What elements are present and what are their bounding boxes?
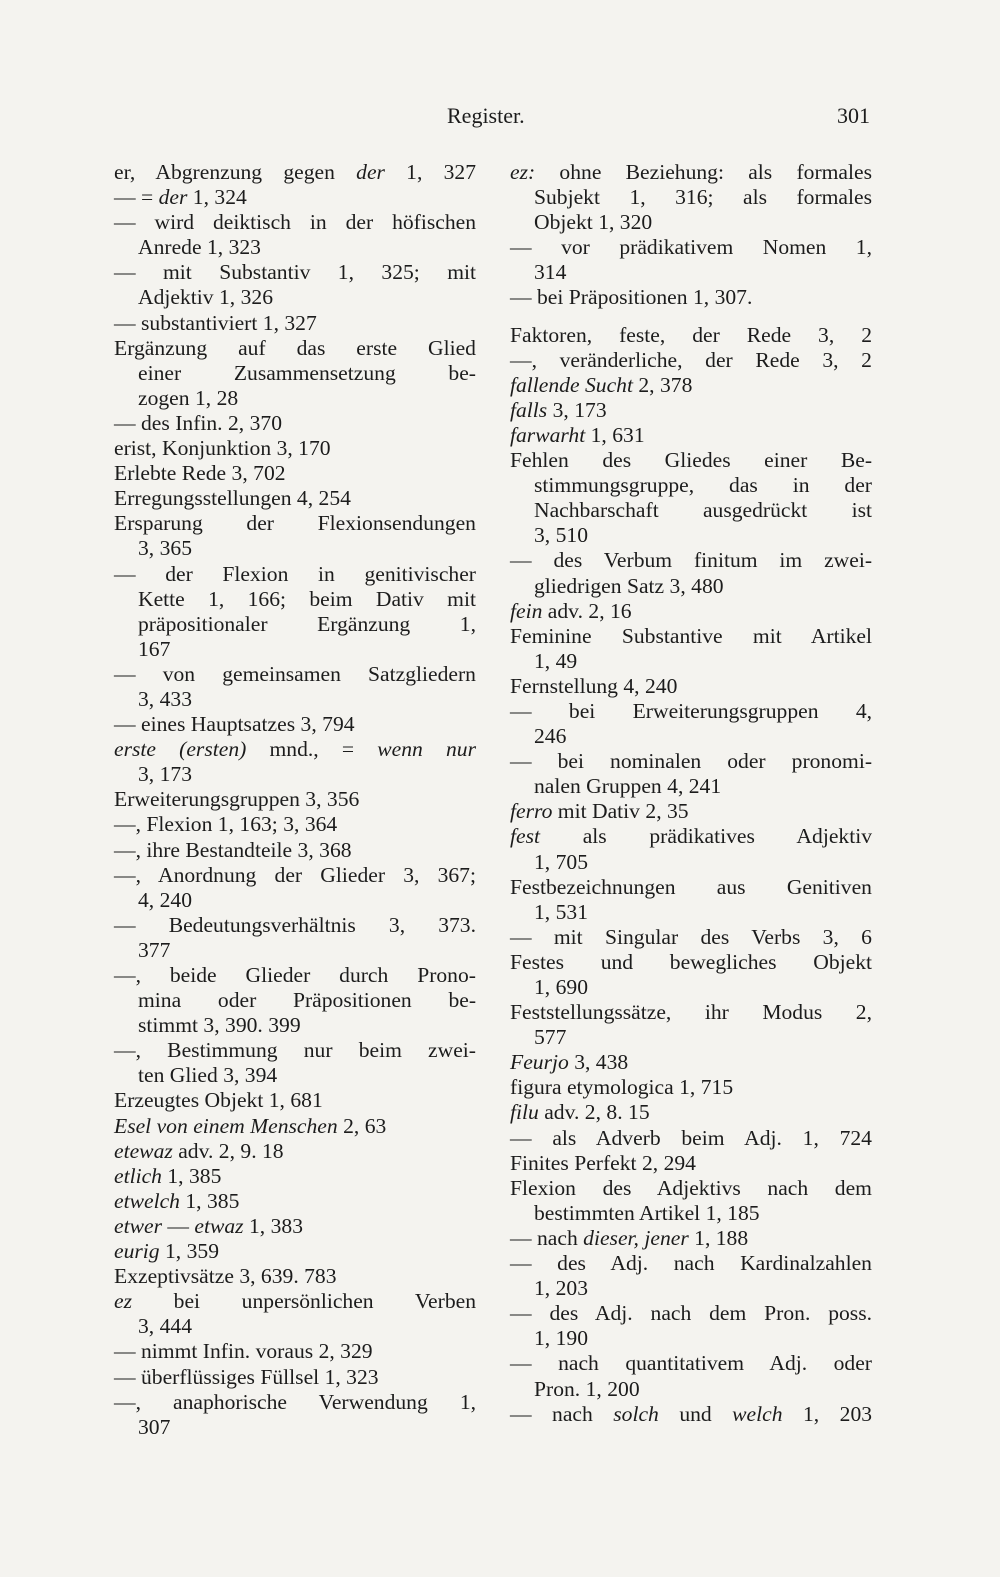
index-entry-line: 1, 690 — [534, 975, 588, 999]
index-entry-line: 167 — [138, 636, 171, 661]
index-entry-line: falls 3, 173 — [510, 397, 607, 422]
index-entry-line: filu adv. 2, 8. 15 — [510, 1100, 650, 1125]
index-entry-line: erist, Konjunktion 3, 170 — [114, 436, 331, 461]
index-entry-line: figura etymologica 1, 715 — [510, 1075, 734, 1100]
index-entry-line: — überflüssiges Füllsel 1, 323 — [114, 1364, 379, 1389]
index-entry-line: 307 — [138, 1414, 171, 1439]
index-entry-line: präpositionaler Ergänzung 1, — [138, 611, 476, 636]
index-entry-line: zogen 1, 28 — [138, 385, 239, 410]
index-entry-line: 1, 190 — [534, 1326, 588, 1351]
index-entry-line: 3, 433 — [138, 686, 192, 711]
index-entry-line: Faktoren, feste, der Rede 3, 2 — [510, 322, 872, 347]
index-entry-line: Festes und bewegliches Objekt — [510, 949, 872, 974]
index-entry-line: — des Infin. 2, 370 — [114, 410, 282, 435]
index-entry-line: ez: ohne Beziehung: als formales — [510, 160, 872, 184]
index-entry-line: 1, 705 — [534, 849, 588, 874]
index-entry-line: — vor prädikativem Nomen 1, — [510, 235, 872, 260]
index-entry-line: Erzeugtes Objekt 1, 681 — [114, 1088, 323, 1113]
index-entry-line: — des Adj. nach Kardinalzahlen — [510, 1251, 872, 1276]
index-entry-line: — Bedeutungsverhältnis 3, 373. — [114, 912, 476, 937]
index-entry-line: 1, 203 — [534, 1276, 588, 1301]
index-entry-line: Finites Perfekt 2, 294 — [510, 1150, 696, 1175]
index-entry-line: stimmungsgruppe, das in der — [534, 473, 872, 498]
right-index-column — [510, 160, 872, 1427]
index-entry-line: 577 — [534, 1025, 567, 1050]
index-entry-line: Ergänzung auf das erste Glied — [114, 335, 476, 360]
index-entry-line: —, Bestimmung nur beim zwei- — [114, 1038, 477, 1063]
index-entry-line: Subjekt 1, 316; als formales — [534, 185, 872, 210]
index-entry-line: — nach dieser, jener 1, 188 — [510, 1225, 749, 1250]
index-entry-line: bestimmten Artikel 1, 185 — [534, 1200, 760, 1225]
index-entry-line: eurig 1, 359 — [114, 1239, 219, 1264]
index-entry-line: einer Zusammensetzung be- — [138, 360, 476, 385]
index-entry-line: — des Adj. nach dem Pron. poss. — [510, 1301, 873, 1326]
index-entry-line: er, Abgrenzung gegen der 1, 327 — [114, 160, 476, 184]
index-entry-line: ten Glied 3, 394 — [138, 1063, 278, 1088]
index-entry-line: nalen Gruppen 4, 241 — [534, 774, 722, 799]
index-entry-line: Exzeptivsätze 3, 639. 783 — [114, 1264, 337, 1289]
index-entry-line: 3, 365 — [138, 536, 192, 561]
index-entry-line: stimmt 3, 390. 399 — [138, 1013, 301, 1038]
index-entry-line: — bei Erweiterungsgruppen 4, — [510, 698, 873, 723]
index-entry-line: —, veränderliche, der Rede 3, 2 — [510, 347, 872, 372]
index-entry-line: —, Flexion 1, 163; 3, 364 — [114, 812, 338, 837]
index-entry-line: Feststellungssätze, ihr Modus 2, — [510, 1000, 872, 1025]
index-entry-line: 314 — [534, 260, 567, 285]
index-entry-line: 3, 173 — [138, 762, 192, 787]
index-entry-line: — bei Präpositionen 1, 307. — [510, 285, 753, 310]
index-entry-line: — als Adverb beim Adj. 1, 724 — [510, 1125, 872, 1150]
index-entry-line: 1, 49 — [534, 648, 578, 673]
index-entry-line: Pron. 1, 200 — [534, 1376, 640, 1401]
index-entry-line: Feurjo 3, 438 — [510, 1050, 629, 1075]
index-entry-line: Kette 1, 166; beim Dativ mit — [138, 586, 476, 611]
index-entry-line: — von gemeinsamen Satzgliedern — [114, 661, 476, 686]
index-entry-line: —, anaphorische Verwendung 1, — [114, 1389, 477, 1414]
index-entry-line: Nachbarschaft ausgedrückt ist — [534, 498, 872, 523]
index-entry-line: Ersparung der Flexionsendungen — [114, 511, 476, 536]
index-entry-line: 377 — [138, 937, 171, 962]
index-entry-line: etwelch 1, 385 — [114, 1188, 240, 1213]
index-entry-line: ferro mit Dativ 2, 35 — [510, 799, 689, 824]
index-entry-line: etwer — etwaz 1, 383 — [114, 1213, 303, 1238]
index-entry-line: —, ihre Bestandteile 3, 368 — [114, 837, 352, 862]
left-index-column — [114, 160, 476, 1440]
index-entry-line: 3, 510 — [534, 523, 588, 548]
index-entry-line: — = der 1, 324 — [114, 185, 247, 210]
index-entry-line: —, beide Glieder durch Prono- — [114, 963, 476, 987]
index-entry-line: Festbezeichnungen aus Genitiven — [510, 874, 872, 899]
index-entry-line: — des Verbum finitum im zwei- — [510, 548, 873, 573]
index-entry-line: Flexion des Adjektivs nach dem — [510, 1175, 872, 1200]
index-entry-line: — mit Singular des Verbs 3, 6 — [510, 924, 872, 949]
index-entry-line: Adjektiv 1, 326 — [138, 285, 273, 310]
index-entry-line: farwarht 1, 631 — [510, 422, 645, 447]
index-entry-line: — nach solch und welch 1, 203 — [510, 1401, 873, 1426]
index-entry-line: —, Anordnung der Glieder 3, 367; — [114, 862, 476, 887]
index-entry-line: — bei nominalen oder pronomi- — [510, 749, 873, 774]
index-entry-line: gliedrigen Satz 3, 480 — [534, 573, 724, 598]
index-entry-line: Erregungsstellungen 4, 254 — [114, 486, 351, 511]
index-entry-line: etewaz adv. 2, 9. 18 — [114, 1138, 284, 1163]
index-entry-line: Objekt 1, 320 — [534, 210, 653, 235]
index-entry-line: — wird deiktisch in der höfischen — [114, 210, 477, 235]
index-entry-line: Anrede 1, 323 — [138, 235, 261, 260]
page-number: 301 — [837, 103, 870, 128]
index-entry-line: 3, 444 — [138, 1314, 192, 1339]
index-entry-line: — nach quantitativem Adj. oder — [510, 1351, 872, 1376]
index-entry-line: fallende Sucht 2, 378 — [510, 372, 693, 397]
index-entry-line: ez bei unpersönlichen Verben — [114, 1289, 477, 1314]
index-entry-line: mina oder Präpositionen be- — [138, 988, 477, 1013]
index-entry-line: — mit Substantiv 1, 325; mit — [114, 260, 476, 285]
page-header — [112, 103, 870, 133]
index-entry-line: erste (ersten) mnd., = wenn nur — [114, 737, 476, 762]
index-entry-line: Fehlen des Gliedes einer Be- — [510, 448, 873, 473]
index-entry-line: fest als prädikatives Adjektiv — [510, 824, 872, 849]
index-entry-line: Erweiterungsgruppen 3, 356 — [114, 787, 360, 812]
index-entry-line: 1, 531 — [534, 899, 588, 924]
index-entry-line: Fernstellung 4, 240 — [510, 673, 678, 698]
index-entry-line: Feminine Substantive mit Artikel — [510, 623, 872, 648]
index-entry-line: — der Flexion in genitivischer — [114, 561, 476, 586]
index-entry-line: — nimmt Infin. voraus 2, 329 — [114, 1339, 373, 1364]
index-entry-line: — substantiviert 1, 327 — [114, 310, 317, 335]
index-entry-line: etlich 1, 385 — [114, 1163, 222, 1188]
index-entry-line: — eines Hauptsatzes 3, 794 — [114, 712, 355, 737]
index-entry-line: Erlebte Rede 3, 702 — [114, 461, 286, 486]
index-entry-line: 4, 240 — [138, 887, 192, 912]
index-entry-line: 246 — [534, 724, 567, 749]
running-title: Register. — [447, 103, 525, 128]
index-entry-line: fein adv. 2, 16 — [510, 598, 632, 623]
index-entry-line: Esel von einem Menschen 2, 63 — [114, 1113, 387, 1138]
